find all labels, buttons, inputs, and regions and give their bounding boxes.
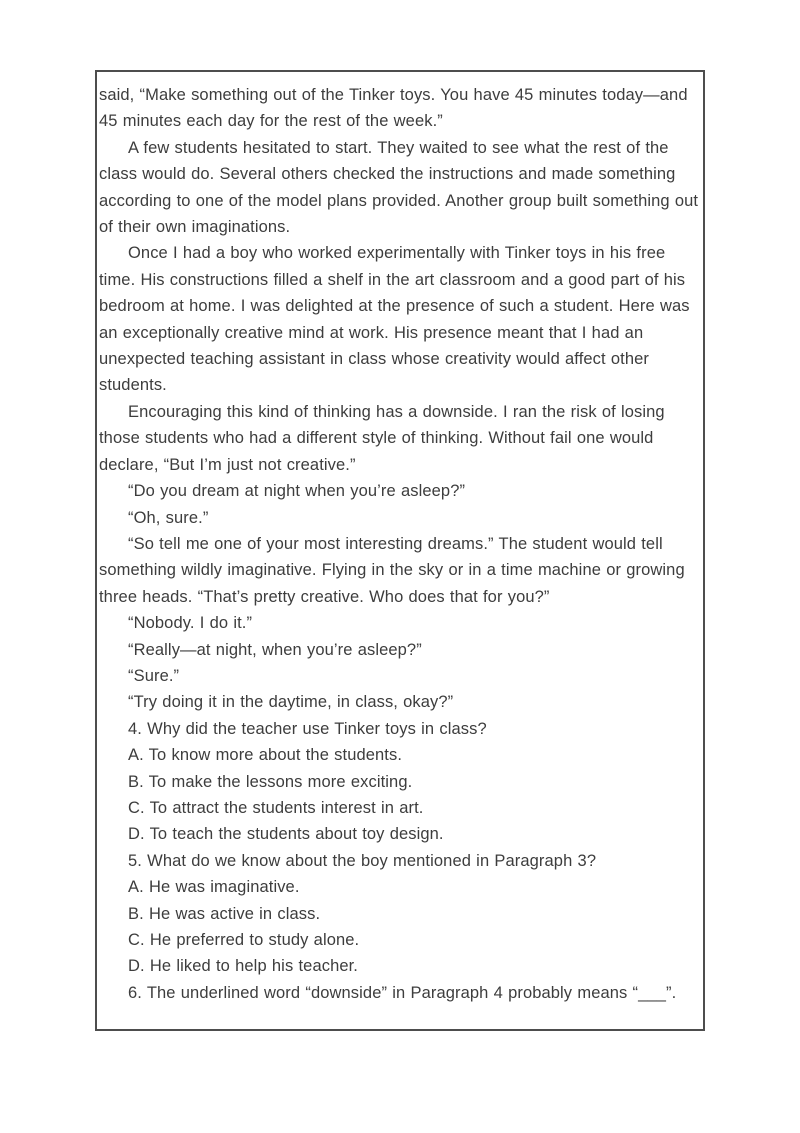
dialogue-line-6: “Sure.” xyxy=(128,666,180,685)
document-page xyxy=(95,70,705,1031)
passage-paragraph-3: Once I had a boy who worked experimentally with Tinker toys in his free time. His constructions filled a shelf in the art classroom and a good part of his bedroom at home. I was delighted at the presence of such a student. Here was an exceptionally creative mind at work. His presence meant that I had an unexpected teaching assistant in class whose creativity would affect other students. xyxy=(99,244,690,395)
question-6: 6. The underlined word “downside” in Paragraph 4 probably means “___”. xyxy=(128,983,677,1002)
question-4: 4. Why did the teacher use Tinker toys in class? xyxy=(128,719,487,738)
dialogue-line-3: “So tell me one of your most interesting dreams.” The student would tell something wildly imaginative. Flying in the sky or in a time machine or growing three heads. “That’s pretty creative. Who does that for you?” xyxy=(99,534,685,606)
question-4-option-c: C. To attract the students interest in art. xyxy=(128,798,424,817)
question-5-option-d: D. He liked to help his teacher. xyxy=(128,957,358,976)
passage-continuation-line: said, “Make something out of the Tinker toys. You have 45 minutes today—and 45 minutes each day for the rest of the week.” xyxy=(99,86,688,131)
passage-paragraph-2: A few students hesitated to start. They waited to see what the rest of the class would do. Several others checked the instructions and made something according to one of the model plans provided. Another group built something out of their own imaginations. xyxy=(99,138,699,237)
passage-paragraph-4: Encouraging this kind of thinking has a downside. I ran the risk of losing those students who had a different style of thinking. Without fail one would declare, “But I’m just not creative.” xyxy=(99,402,665,474)
question-4-option-d: D. To teach the students about toy design. xyxy=(128,825,444,844)
dialogue-line-4: “Nobody. I do it.” xyxy=(128,614,253,633)
question-4-option-a: A. To know more about the students. xyxy=(128,746,403,765)
question-5-option-c: C. He preferred to study alone. xyxy=(128,931,360,949)
dialogue-line-2: “Oh, sure.” xyxy=(128,508,209,527)
dialogue-line-7: “Try doing it in the daytime, in class, okay?” xyxy=(128,693,454,712)
dialogue-line-1: “Do you dream at night when you’re asleep?” xyxy=(128,482,466,501)
question-5-option-a: A. He was imaginative. xyxy=(128,878,300,897)
question-5-option-b: B. He was active in class. xyxy=(128,904,321,923)
dialogue-line-5: “Really—at night, when you’re asleep?” xyxy=(128,640,422,659)
question-4-option-b: B. To make the lessons more exciting. xyxy=(128,772,413,791)
question-5: 5. What do we know about the boy mentioned in Paragraph 3? xyxy=(128,851,597,870)
